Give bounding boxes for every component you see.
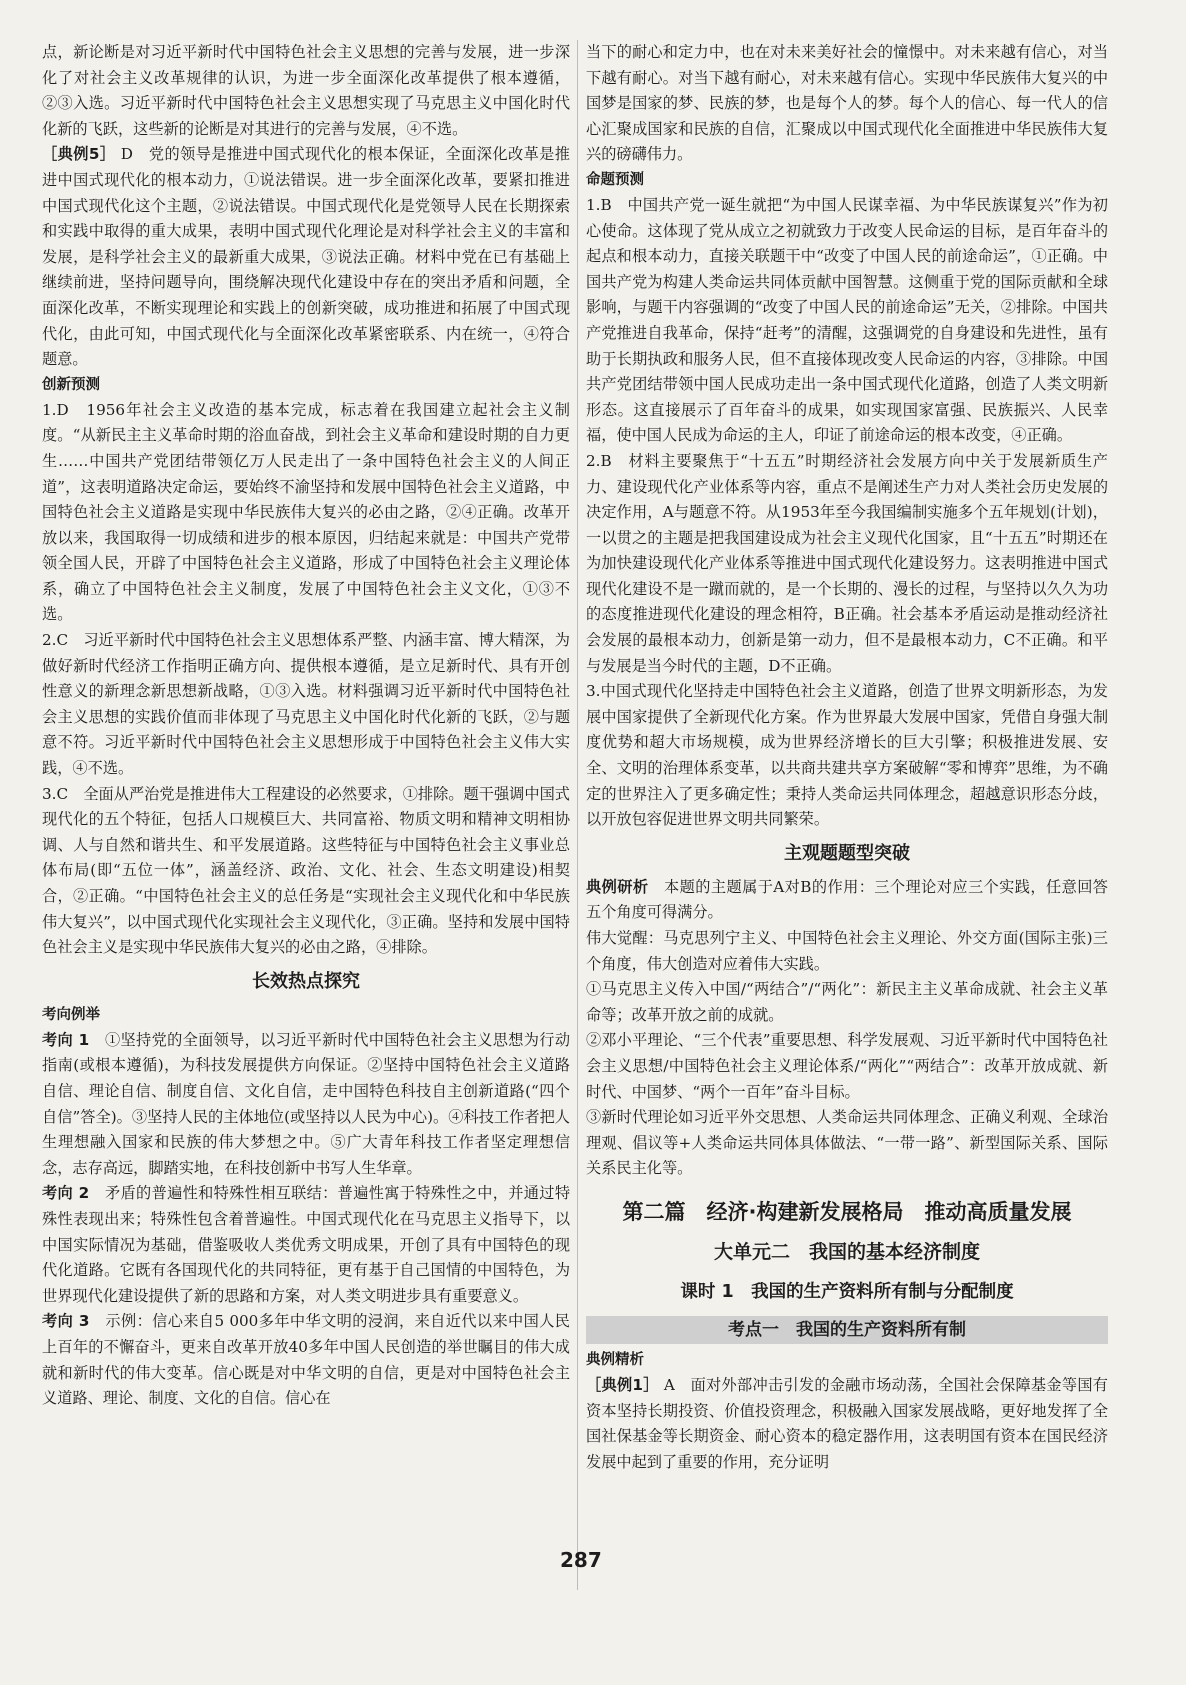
- direction-tag: 考向 2: [42, 1184, 90, 1203]
- column-divider: [577, 40, 578, 1590]
- analysis-text: 本题的主题属于A对B的作用：三个理论对应三个实践，任意回答五个角度可得满分。: [586, 877, 1108, 922]
- paragraph: 点，新论断是对习近平新时代中国特色社会主义思想的完善与发展，进一步深化了对社会主义改革规律的认识，为进一步全面深化改革提供了根本遵循，②③入选。习近平新时代中国特色社会主义思想实现了马克思主义中国化时代化新的飞跃，这些新的论断是对其进行的完善与发展，④不选。: [42, 43, 570, 138]
- unit-title: 大单元二 我国的基本经济制度: [713, 1240, 980, 1263]
- answer-3: 3.中国式现代化坚持走中国特色社会主义道路，创造了世界文明新形态，为发展中国家提供了全新现代化方案。作为世界最大发展中国家，凭借自身强大制度优势和超大市场规模，成为世界经济增长的巨大引擎；积极推进发展、安全、文明的治理体系变革，以共商共建共享方案破解“零和博弈”思维，为不确定的世界注入了更多确定性；秉持人类命运共同体理念，超越意识形态分歧，以开放包容促进世界文明共同繁荣。: [586, 682, 1108, 829]
- direction-tag: 考向 3: [42, 1312, 90, 1331]
- direction-text: ①坚持党的全面领导，以习近平新时代中国特色社会主义思想为行动指南(或根本遵循)，为科技发展提供方向保证。②坚持中国特色社会主义道路自信、理论自信、制度自信、文化自信，走中国特色科技自主创新道路(“四个自信”答全)。③坚持人民的主体地位(或坚持以人民为中心)。④科技工作者把人生理想融入国家和民族的伟大梦想之中。⑤广大青年科技工作者坚定理想信念，志存高远，脚踏实地，在科技创新中书写人生华章。: [42, 1030, 571, 1177]
- example-tag: ［典例5］: [42, 145, 116, 164]
- answer-1: 1.D 1956年社会主义改造的基本完成，标志着在我国建立起社会主义制度。“从新民主主义革命时期的浴血奋战，到社会主义革命和建设时期的自力更生……中国共产党团结带领亿万人民走出了一条中国特色社会主义的人间正道”，这表明道路决定命运，要始终不渝坚持和发展中国特色社会主义道路，中国特色社会主义道路是实现中华民族伟大复兴的必由之路，②④正确。改革开放以来，我国取得一切成绩和进步的根本原因，归结起来就是：中国共产党带领全国人民，开辟了中国特色社会主义道路，形成了中国特色社会主义理论体系，确立了中国特色社会主义制度，发展了中国特色社会主义文化，①③不选。: [42, 400, 570, 624]
- example-tag: ［典例1］: [586, 1375, 659, 1394]
- example-text: A 面对外部冲击引发的金融市场动荡，全国社会保障基金等国有资本坚持长期投资、价值投资理念，积极融入国家发展战略，更好地发挥了全国社保基金等长期资金、耐心资本的稳定器作用，这表明国有资本在国民经济发展中起到了重要的作用，充分证明: [586, 1375, 1108, 1471]
- analysis-tag: 典例研析: [586, 877, 649, 896]
- answer-3: 3.C 全面从严治党是推进伟大工程建设的必然要求，①排除。题干强调中国式现代化的五个特征，包括人口规模巨大、共同富裕、物质文明和精神文明相协调、人与自然和谐共生、和平发展道路。这些特征与中国特色社会主义事业总体布局(即“五位一体”，涵盖经济、政治、文化、社会、生态文明建设)相契合，②正确。“中国特色社会主义的总任务是“实现社会主义现代化和中华民族伟大复兴”，以中国式现代化实现社会主义现代化，③正确。坚持和发展中国特色社会主义是实现中华民族伟大复兴的必由之路，④排除。: [42, 784, 570, 957]
- lesson-title: 课时 1 我国的生产资料所有制与分配制度: [680, 1281, 1014, 1302]
- analysis-line: 伟大觉醒：马克思列宁主义、中国特色社会主义理论、外交方面(国际主张)三个角度，伟大创造对应着伟大实践。: [586, 929, 1108, 973]
- example-5: [42, 142, 570, 372]
- analysis-line: ②邓小平理论、“三个代表”重要思想、科学发展观、习近平新时代中国特色社会主义思想/中国特色社会主义理论体系/“两化”“两结合”：改革开放成就、新时代、中国梦、“两个一百年”奋斗目标。: [586, 1031, 1108, 1101]
- example-text: D 党的领导是推进中国式现代化的根本保证，全面深化改革是推进中国式现代化的根本动力，①说法错误。进一步全面深化改革，要紧扣推进中国式现代化这个主题，②说法错误。中国式现代化是党领导人民在长期探索和实践中取得的重大成果，表明中国式现代化理论是对科学社会主义的丰富和发展，是科学社会主义的最新重大成果，③说法正确。材料中党在已有基础上继续前进，坚持问题导向，围绕解决现代化建设中存在的突出矛盾和问题，全面深化改革，不断实现理论和实践上的创新突破，成功推进和拓展了中国式现代化，由此可知，中国式现代化与全面深化改革紧密联系、内在统一，④符合题意。: [42, 145, 570, 369]
- left-column: [42, 40, 570, 1412]
- section-label: 考向例举: [42, 1006, 100, 1023]
- direction-1: [42, 1028, 570, 1182]
- answer-2: 2.B 材料主要聚焦于“十五五”时期经济社会发展方向中关于发展新质生产力、建设现代化产业体系等内容，重点不是阐述生产力对人类社会历史发展的决定作用，A与题意不符。从1953年至今我国编制实施多个五年规划(计划)，一以贯之的主题是把我国建设成为社会主义现代化国家，且“十五五”时期还在为加快建设现代化产业体系等推进中国式现代化建设努力。这表明推进中国式现代化建设不是一蹴而就的，是一个长期的、漫长的过程，与坚持以久久为功的态度推进现代化建设的理念相符，B正确。社会基本矛盾运动是推动经济社会发展的最根本动力，创新是第一动力，但不是最根本动力，C不正确。和平与发展是当今时代的主题，D不正确。: [586, 451, 1108, 675]
- example-1: [586, 1373, 1108, 1475]
- right-column: [586, 40, 1108, 1475]
- direction-tag: 考向 1: [42, 1030, 90, 1049]
- point-title: 考点一 我国的生产资料所有制: [586, 1316, 1108, 1344]
- paragraph: 当下的耐心和定力中，也在对未来美好社会的憧憬中。对未来越有信心，对当下越有耐心。对当下越有耐心，对未来越有信心。实现中华民族伟大复兴的中国梦是国家的梦、民族的梦，也是每个人的梦。每个人的信心、每一代人的信心汇聚成国家和民族的自信，汇聚成以中国式现代化全面推进中华民族伟大复兴的磅礴伟力。: [586, 43, 1108, 164]
- section-title: 长效热点探究: [252, 970, 360, 992]
- direction-text: 示例：信心来自5 000多年中华文明的浸润，来自近代以来中国人民上百年的不懈奋斗，更来自改革开放40多年中国人民创造的举世瞩目的伟大成就和新时代的伟大变革。信心既是对中华文明的自信，更是对中国特色社会主义道路、理论、制度、文化的自信。信心在: [42, 1312, 570, 1408]
- page-number: 287: [560, 1548, 602, 1572]
- section-label: 典例精析: [586, 1351, 644, 1368]
- answer-2: 2.C 习近平新时代中国特色社会主义思想体系严整、内涵丰富、博大精深，为做好新时代经济工作指明正确方向、提供根本遵循，是立足新时代、具有开创性意义的新理念新思想新战略，①③入选。材料强调习近平新时代中国特色社会主义思想的实践价值而非体现了马克思主义中国化时代化新的飞跃，②与题意不符。习近平新时代中国特色社会主义思想形成于中国特色社会主义伟大实践，④不选。: [42, 631, 570, 778]
- direction-2: [42, 1181, 570, 1309]
- section-label: 创新预测: [42, 376, 100, 393]
- section-label: 命题预测: [586, 171, 644, 188]
- section-title: 主观题题型突破: [784, 842, 910, 864]
- example-analysis: [586, 875, 1108, 926]
- direction-text: 矛盾的普遍性和特殊性相互联结：普遍性寓于特殊性之中，并通过特殊性表现出来；特殊性包含着普遍性。中国式现代化在马克思主义指导下，以中国实际情况为基础，借鉴吸收人类优秀文明成果，开创了具有中国特色的现代化道路。它既有各国现代化的共同特征，更有基于自己国情的中国特色，为世界现代化建设提供了新的思路和方案，对人类文明进步具有重要意义。: [42, 1184, 571, 1305]
- analysis-line: ③新时代理论如习近平外交思想、人类命运共同体理念、正确义利观、全球治理观、倡议等+人类命运共同体具体做法、“一带一路”、新型国际关系、国际关系民主化等。: [586, 1108, 1108, 1178]
- part-title: 第二篇 经济·构建新发展格局 推动高质量发展: [622, 1199, 1072, 1224]
- direction-3: [42, 1309, 570, 1411]
- analysis-line: ①马克思主义传入中国/“两结合”/“两化”：新民主主义革命成就、社会主义革命等；改革开放之前的成就。: [586, 980, 1108, 1024]
- answer-1: 1.B 中国共产党一诞生就把“为中国人民谋幸福、为中华民族谋复兴”作为初心使命。这体现了党从成立之初就致力于改变人民命运的目标，是百年奋斗的起点和根本动力，直接关联题干中“改变了中国人民的前途命运”，①正确。中国共产党为构建人类命运共同体贡献中国智慧。这侧重于党的国际贡献和全球影响，与题干内容强调的“改变了中国人民的前途命运”无关，②排除。中国共产党推进自我革命，保持“赶考”的清醒，这强调党的自身建设和先进性，虽有助于长期执政和服务人民，但不直接体现改变人民命运的内容，③排除。中国共产党团结带领中国人民成功走出一条中国式现代化道路，创造了人类文明新形态。这直接展示了百年奋斗的成果，如实现国家富强、民族振兴、人民幸福，使中国人民成为命运的主人，印证了前途命运的根本改变，④正确。: [586, 195, 1108, 445]
